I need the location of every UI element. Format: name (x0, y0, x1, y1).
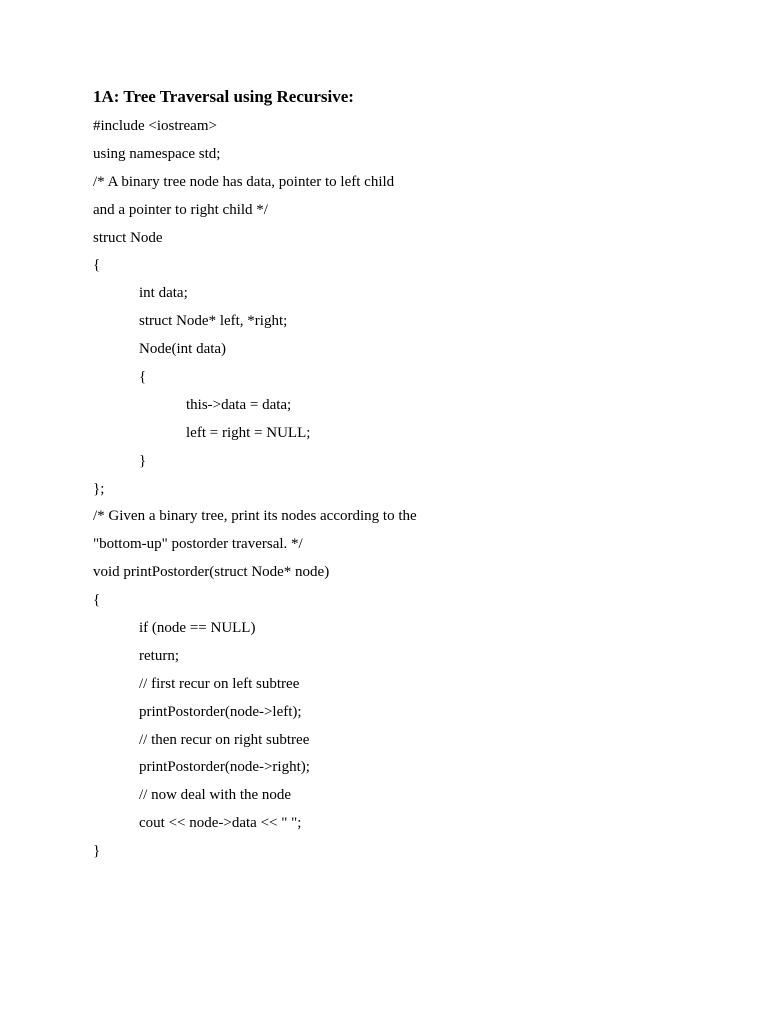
document-heading: 1A: Tree Traversal using Recursive: (93, 87, 354, 106)
code-line: }; (93, 480, 105, 497)
code-line: using namespace std; (93, 145, 221, 162)
code-line: struct Node* left, *right; (139, 313, 288, 330)
code-line: #include <iostream> (93, 118, 217, 134)
code-line: /* A binary tree node has data, pointer to left child (93, 173, 395, 190)
code-line: printPostorder(node->left); (139, 703, 302, 720)
code-line: struct Node (93, 229, 163, 246)
code-line: void printPostorder(struct Node* node) (93, 564, 330, 581)
code-line: "bottom-up" postorder traversal. */ (93, 536, 303, 553)
code-line: this->data = data; (186, 396, 292, 413)
code-line: Node(int data) (139, 341, 227, 358)
code-line: { (139, 369, 147, 386)
code-line: { (93, 257, 101, 274)
code-line: /* Given a binary tree, print its nodes according to the (93, 508, 417, 525)
code-line: { (93, 592, 101, 609)
code-line: // now deal with the node (139, 787, 292, 804)
code-line: cout << node->data << " "; (139, 815, 302, 832)
code-line: left = right = NULL; (186, 424, 311, 441)
code-line: if (node == NULL) (139, 620, 256, 637)
code-line: int data; (139, 285, 188, 302)
code-listing (93, 116, 417, 869)
code-line: printPostorder(node->right); (139, 759, 310, 776)
code-line: // first recur on left subtree (139, 675, 300, 692)
code-line: } (139, 452, 147, 469)
code-line: // then recur on right subtree (139, 731, 310, 748)
code-line: return; (139, 647, 179, 664)
code-line: and a pointer to right child */ (93, 201, 268, 218)
code-line: } (93, 843, 101, 860)
